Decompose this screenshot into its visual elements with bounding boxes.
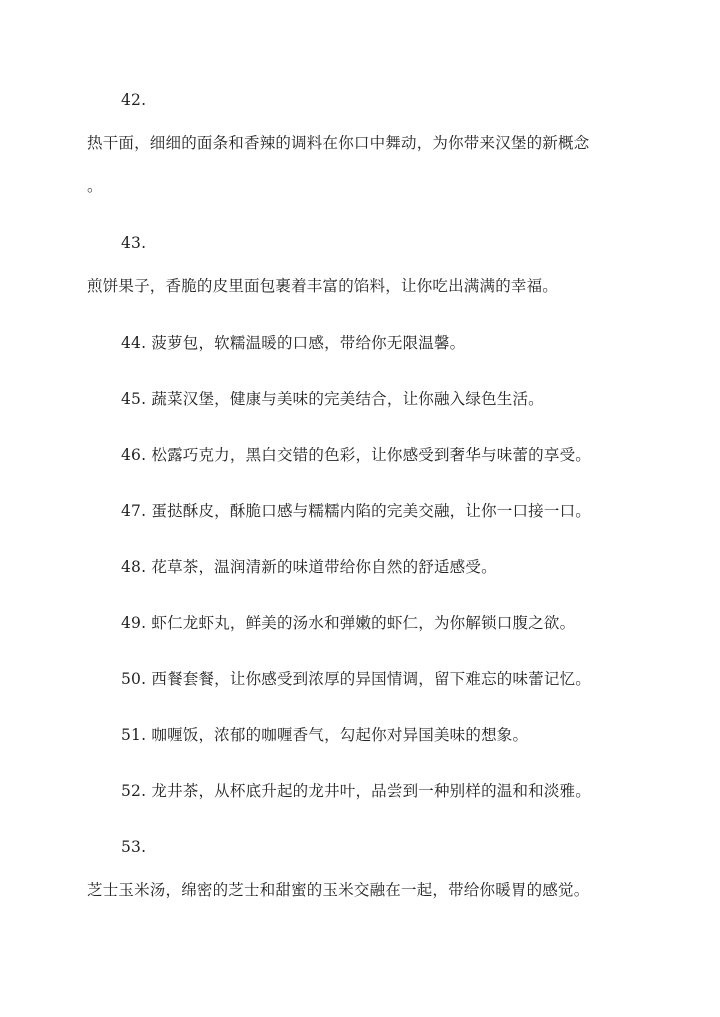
item-43-text: 煎饼果子，香脆的皮里面包裹着丰富的馅料，让你吃出满满的幸福。 <box>87 277 559 295</box>
item-43-number: 43. <box>121 234 147 252</box>
item-52: 52. 龙井茶，从杯底升起的龙井叶，品尝到一种别样的温和和淡雅。 <box>121 782 591 800</box>
item-46: 46. 松露巧克力，黑白交错的色彩，让你感受到奢华与味蕾的享受。 <box>121 446 591 464</box>
item-45: 45. 蔬菜汉堡，健康与美味的完美结合，让你融入绿色生活。 <box>121 390 544 408</box>
item-42-continuation: 。 <box>87 177 103 195</box>
item-53-text: 芝士玉米汤，绵密的芝士和甜蜜的玉米交融在一起，带给你暖胃的感觉。 <box>87 881 590 899</box>
item-44: 44. 菠萝包，软糯温暖的口感，带给你无限温馨。 <box>121 334 466 352</box>
item-49: 49. 虾仁龙虾丸，鲜美的汤水和弹嫩的虾仁，为你解锁口腹之欲。 <box>121 614 576 632</box>
item-48: 48. 花草茶，温润清新的味道带给你自然的舒适感受。 <box>121 558 497 576</box>
item-47: 47. 蛋挞酥皮，酥脆口感与糯糯内陷的完美交融，让你一口接一口。 <box>121 502 591 520</box>
item-50: 50. 西餐套餐，让你感受到浓厚的异国情调，留下难忘的味蕾记忆。 <box>121 670 591 688</box>
item-42-text: 热干面，细细的面条和香辣的调料在你口中舞动，为你带来汉堡的新概念 <box>87 134 590 152</box>
item-51: 51. 咖喱饭，浓郁的咖喱香气，勾起你对异国美味的想象。 <box>121 726 529 744</box>
item-42-number: 42. <box>121 91 147 109</box>
item-53-number: 53. <box>121 838 147 856</box>
